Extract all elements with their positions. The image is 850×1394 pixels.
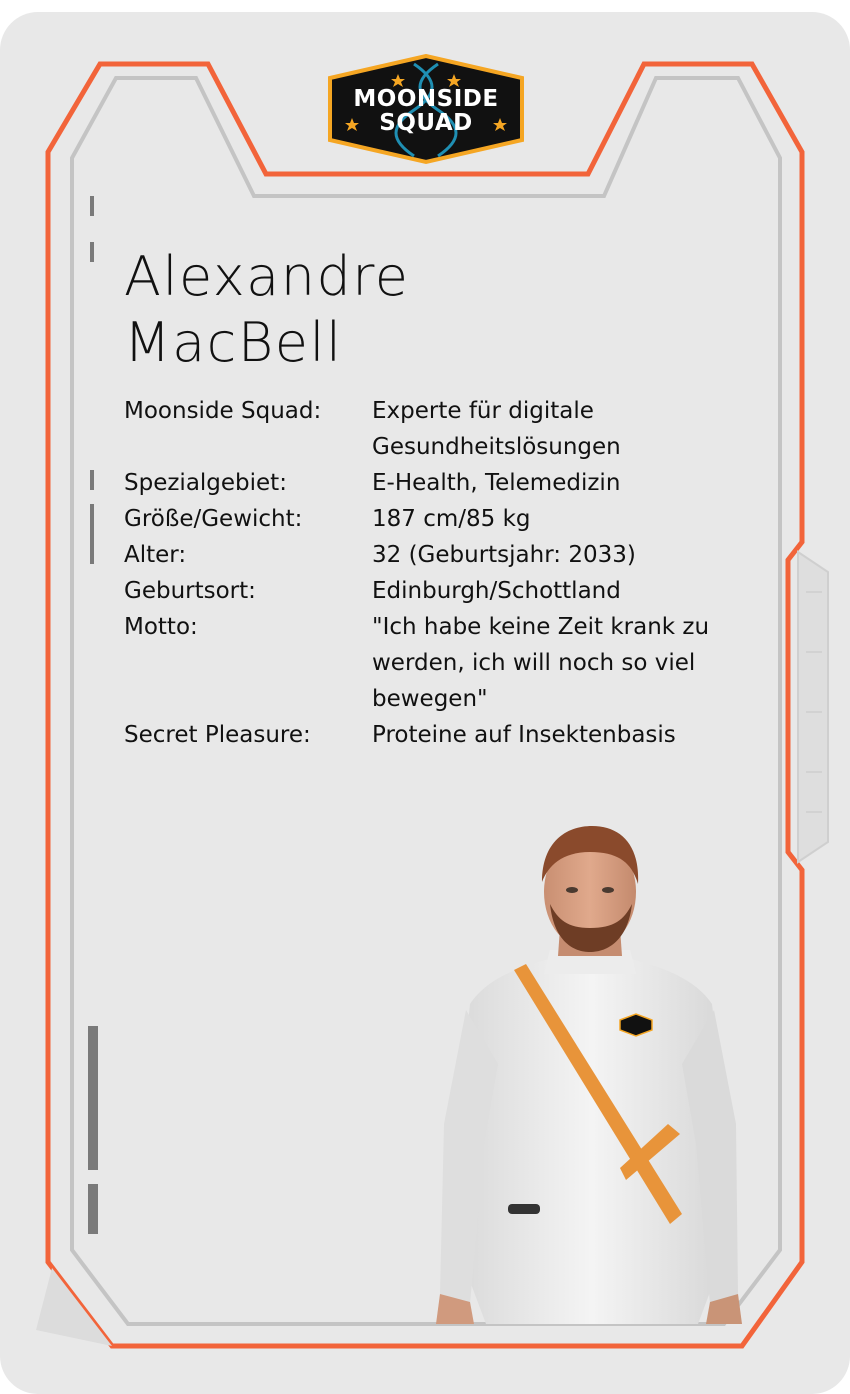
corner-accent — [36, 1268, 112, 1346]
info-value-line: "Ich habe keine Zeit krank zu — [372, 614, 710, 640]
logo-text-line2: SQUAD — [379, 110, 473, 136]
info-row-secret-pleasure — [124, 717, 764, 753]
info-label: Spezialgebiet: — [124, 470, 287, 496]
info-row-height-weight — [124, 501, 764, 537]
info-value-line: werden, ich will noch so viel — [372, 650, 696, 676]
info-value — [372, 537, 764, 573]
character-portrait — [430, 824, 750, 1330]
name-line-first: Alexandre — [124, 245, 410, 308]
info-value-line: Edinburgh/Schottland — [372, 578, 621, 604]
info-value-line: bewegen" — [372, 686, 488, 712]
info-label: Secret Pleasure: — [124, 722, 311, 748]
info-label: Alter: — [124, 542, 187, 568]
info-row-birthplace — [124, 573, 764, 609]
character-name — [124, 244, 410, 376]
logo-text-line1: MOONSIDE — [353, 86, 499, 112]
info-value — [372, 393, 764, 465]
info-value — [372, 573, 764, 609]
left-tick-marks — [88, 196, 98, 1234]
side-panel — [798, 552, 828, 862]
info-value-line: 32 (Geburtsjahr: 2033) — [372, 542, 636, 568]
character-card — [0, 12, 850, 1394]
info-value — [372, 717, 764, 753]
info-value-line: 187 cm/85 kg — [372, 506, 531, 532]
info-value-line: Gesundheitslösungen — [372, 434, 621, 460]
info-label: Geburtsort: — [124, 578, 256, 604]
info-value — [372, 465, 764, 501]
moonside-squad-logo — [326, 54, 526, 166]
info-value-line: Proteine auf Insektenbasis — [372, 722, 676, 748]
info-value — [372, 609, 764, 717]
name-line-last: MacBell — [124, 311, 343, 374]
info-row-squad — [124, 393, 764, 465]
info-row-motto — [124, 609, 764, 717]
info-row-age — [124, 537, 764, 573]
info-label: Moonside Squad: — [124, 398, 322, 424]
profile-info — [124, 393, 764, 753]
info-value-line: Experte für digitale — [372, 398, 594, 424]
info-value-line: E-Health, Telemedizin — [372, 470, 621, 496]
info-value — [372, 501, 764, 537]
info-row-specialty — [124, 465, 764, 501]
info-label: Motto: — [124, 614, 198, 640]
info-label: Größe/Gewicht: — [124, 506, 303, 532]
